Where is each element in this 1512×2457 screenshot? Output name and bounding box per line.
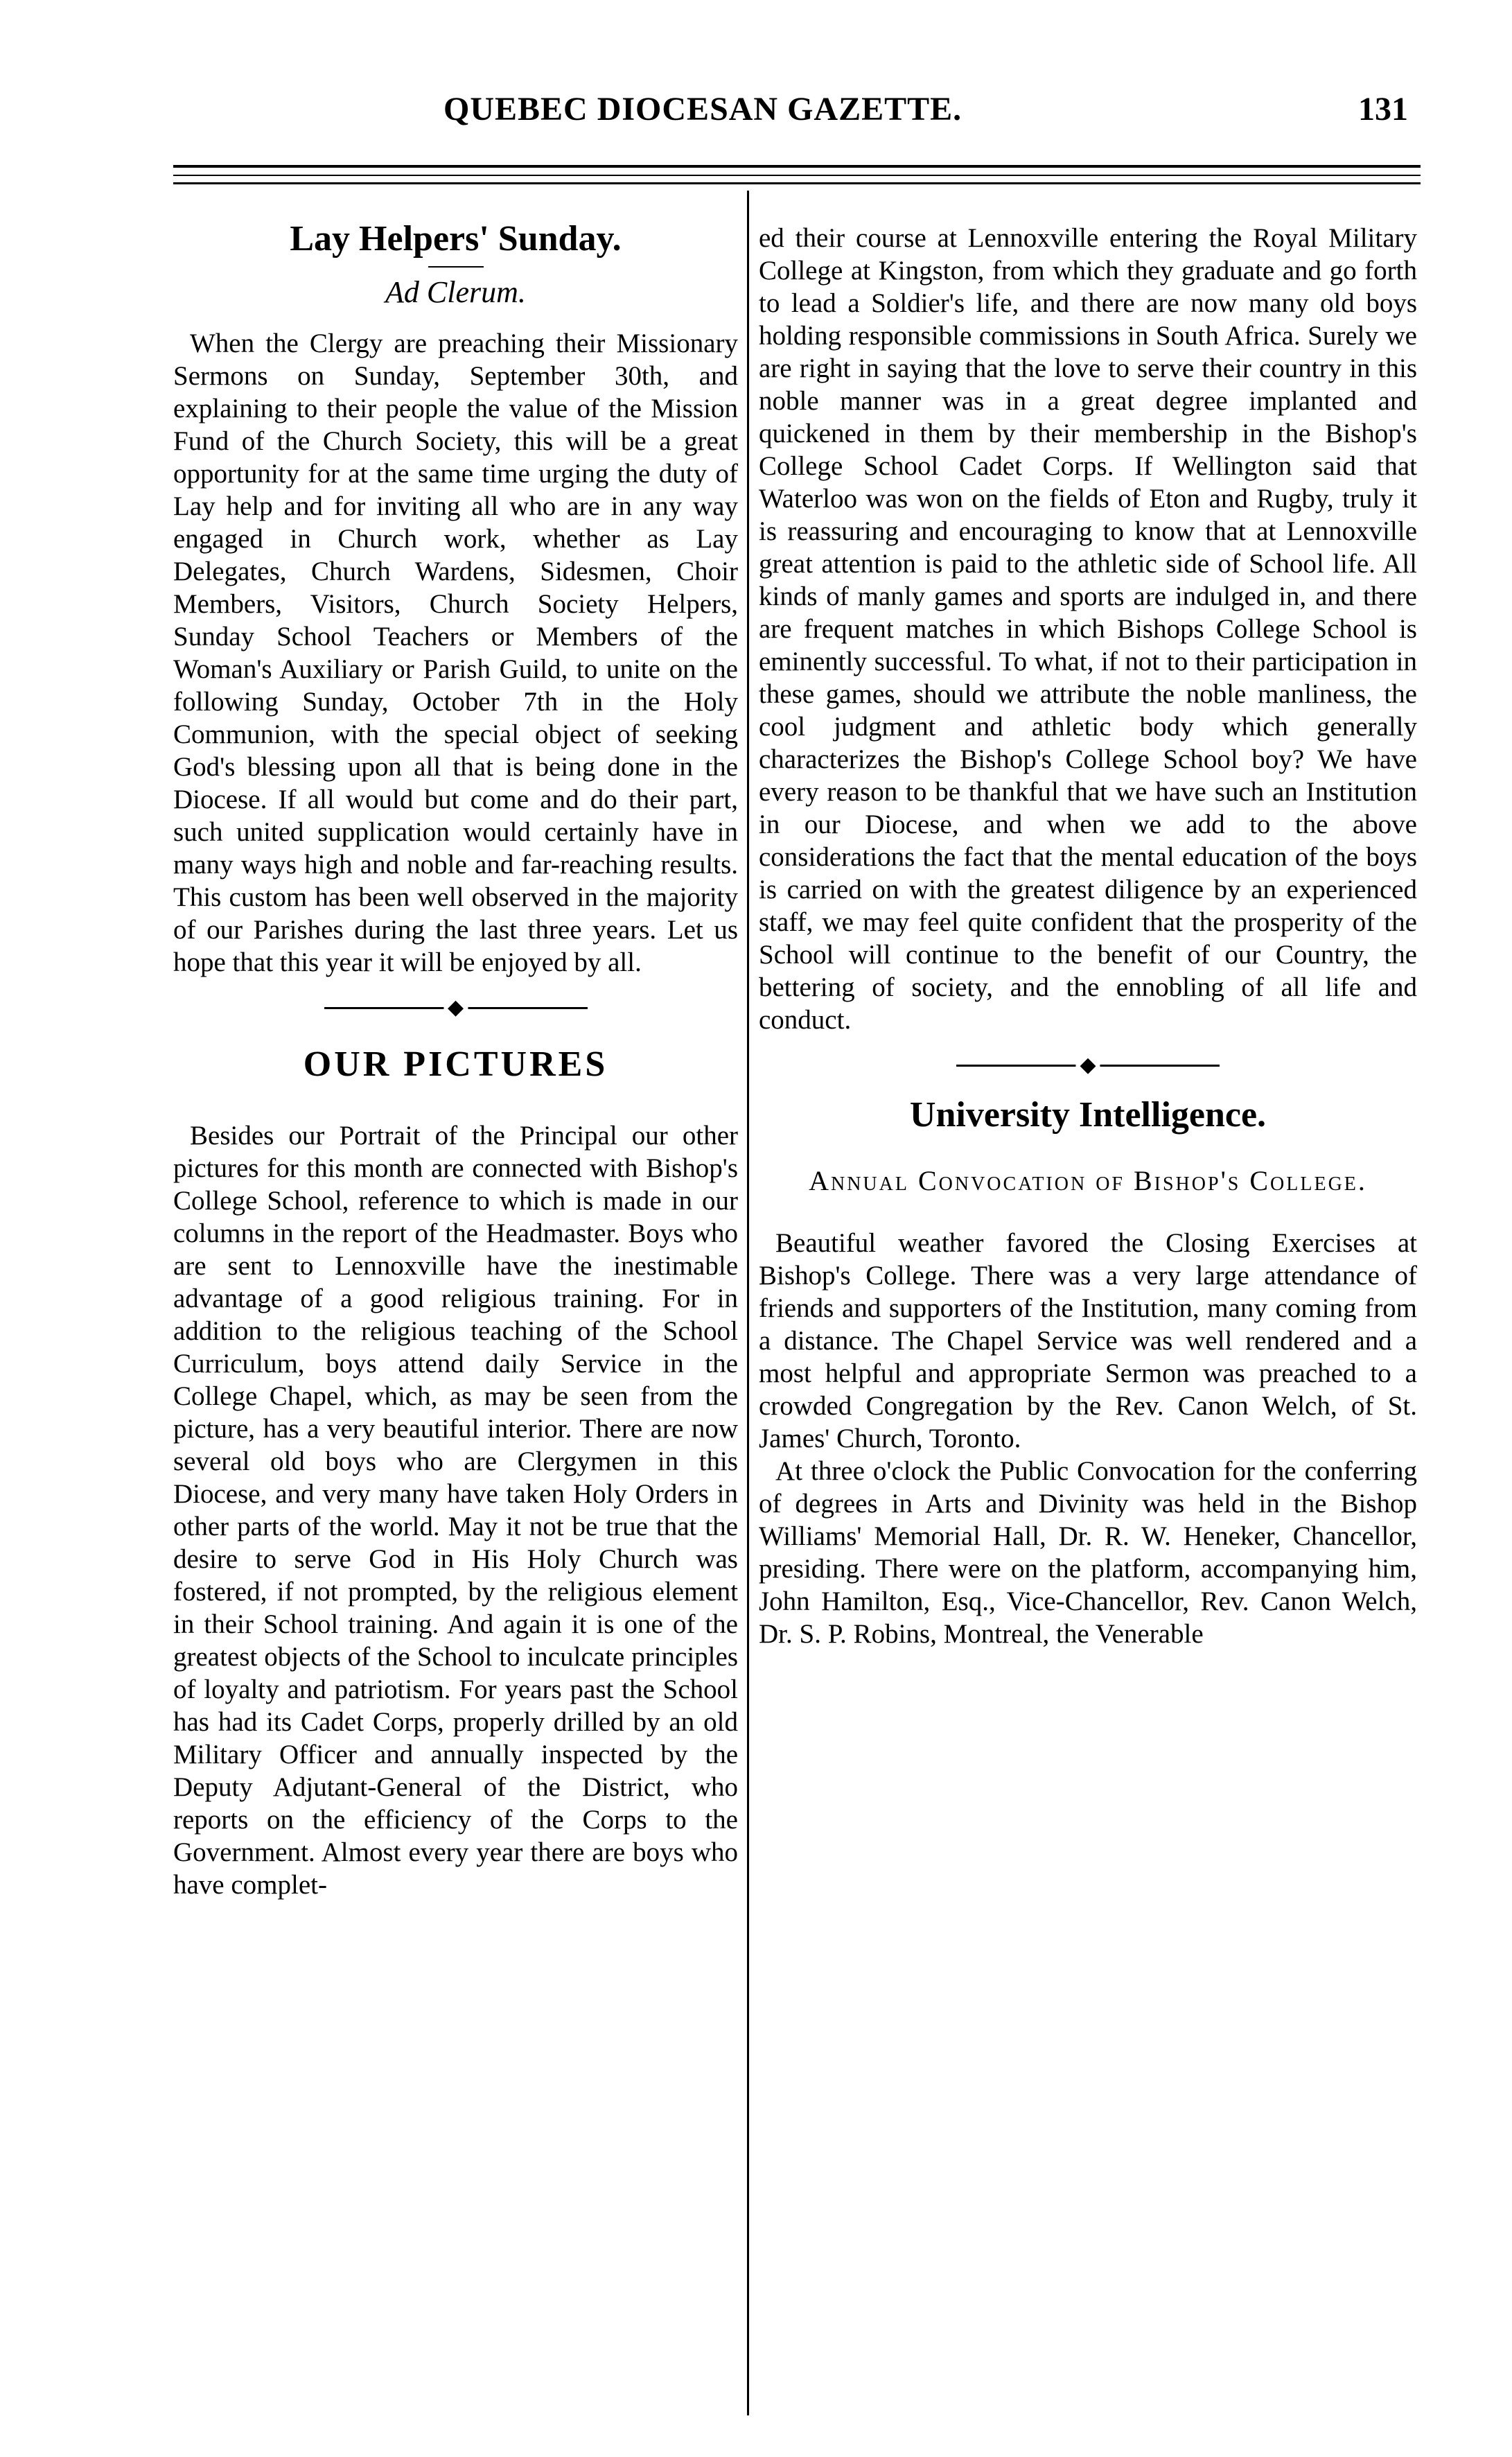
our-pictures-title: OUR PICTURES xyxy=(303,1044,608,1084)
university-intelligence-title: University Intelligence. xyxy=(909,1095,1267,1135)
header-rule xyxy=(173,165,1421,168)
our-pictures-paragraph: Besides our Portrait of the Principal our other pictures for this month are connected with Bishop's College School, reference to which is made in our columns in the report of the Headmaster. Boys who are sent to Lennoxville have the inestimable advantage of a good religious training. For in addition to the religious teaching of the School Curriculum, boys attend daily Service in the College Chapel, which, as may be seen from the picture, has a very beautiful interior. There are now several old boys who are Clergymen in this Diocese, and very many have taken Holy Orders in other parts of the world. May it not be true that the desire to serve God in His Holy Church was fostered, if not prompted, by the religious element in their School training. And again it is one of the greatest objects of the School to inculcate principles of loyalty and patriotism. For years past the School has had its Cadet Corps, properly drilled by an old Military Officer and annually inspected by the Deputy Adjutant-General of the District, who reports on the efficiency of the Corps to the Government. Almost every year there are boys who have complet- xyxy=(173,1121,738,1900)
convocation-subheading: Annual Convocation of Bishop's College. xyxy=(809,1165,1367,1196)
header-rule xyxy=(173,175,1421,176)
right-column xyxy=(759,191,1417,1650)
ad-clerum-subtitle: Ad Clerum. xyxy=(385,275,526,309)
continuation-paragraph: ed their course at Lennoxville entering the Royal Military College at Kingston, from which they graduate and go forth to lead a Soldier's life, and there are now many old boys holding responsible commissions in South Africa. Surely we are right in saying that the love to serve their country in this noble manner was in a great degree implanted and quickened in them by their membership in the Bishop's College School Cadet Corps. If Wellington said that Waterloo was won on the fields of Eton and Rugby, truly it is reassuring and encouraging to know that at Lennoxville great attention is paid to the athletic side of School life. All kinds of manly games and sports are indulged in, and there are frequent matches in which Bishops College School is eminently successful. To what, if not to their participation in these games, should we attribute the noble manliness, the cool judgment and athletic body which generally characterizes the Bishop's College School boy? We have every reason to be thankful that we have such an Institution in our Diocese, and when we add to the above considerations the fact that the mental education of the boys is carried on with the greatest diligence by an experienced staff, we may feel quite confident that the prosperity of the School will continue to the benefit of our Country, the bettering of society, and the ennobling of all life and conduct. xyxy=(759,223,1417,1035)
section-divider xyxy=(324,995,588,1020)
header-rule xyxy=(173,182,1421,184)
convocation-paragraph-2: At three o'clock the Public Convocation for the conferring of degrees in Arts and Divinity was held in the Bishop Williams' Memorial Hall, Dr. R. W. Heneker, Chancellor, presiding. There were on the platform, accompanying him, John Hamilton, Esq., Vice-Chancellor, Rev. Canon Welch, Dr. S. P. Robins, Montreal, the Venerable xyxy=(759,1456,1417,1649)
convocation-paragraph-1: Beautiful weather favored the Closing Exercises at Bishop's College. There was a very large attendance of friends and supporters of the Institution, many coming from a distance. The Chapel Service was well rendered and a most helpful and appropriate Sermon was preached to a crowded Congregation by the Rev. Canon Welch, of St. James' Church, Toronto. xyxy=(759,1228,1417,1453)
title-rule xyxy=(428,266,484,268)
column-divider xyxy=(747,191,749,2415)
lay-helpers-paragraph: When the Clergy are preaching their Missionary Sermons on Sunday, September 30th, and explaining to their people the value of the Mission Fund of the Church Society, this will be a great opportunity for at the same time urging the duty of Lay help and for inviting all who are in any way engaged in Church work, whether as Lay Delegates, Church Wardens, Sidesmen, Choir Members, Visitors, Church Society Helpers, Sunday School Teachers or Members of the Woman's Auxiliary or Parish Guild, to unite on the following Sunday, October 7th in the Holy Communion, with the special object of seeking God's blessing upon all that is being done in the Diocese. If all would but come and do their part, such united supplication would certainly have in many ways high and noble and far-reaching results. This custom has been well observed in the majority of our Parishes during the last three years. Let us hope that this year it will be enjoyed by all. xyxy=(173,329,738,977)
diamond-ornament-icon: ◆ xyxy=(443,998,468,1017)
section-divider xyxy=(956,1053,1220,1077)
running-head: QUEBEC DIOCESAN GAZETTE. xyxy=(443,91,962,128)
diamond-ornament-icon: ◆ xyxy=(1075,1056,1100,1075)
left-column xyxy=(173,191,738,1901)
lay-helpers-title: Lay Helpers' Sunday. xyxy=(290,219,622,259)
page-number: 131 xyxy=(1358,91,1408,128)
